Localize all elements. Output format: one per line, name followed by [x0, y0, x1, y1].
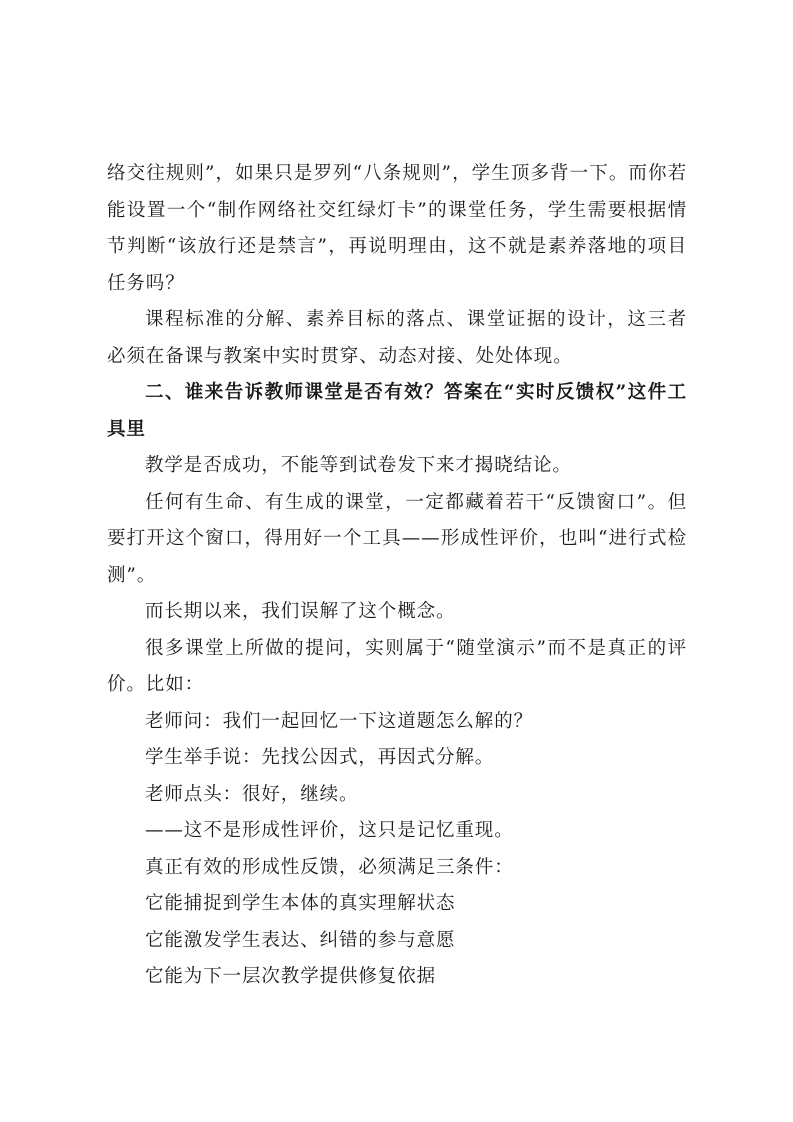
- paragraph: ——这不是形成性评价，这只是记忆重现。: [145, 820, 514, 841]
- dialogue-line: 学生举手说：先找公因式，再因式分解。: [145, 747, 495, 768]
- dialogue-line: 老师问：我们一起回忆一下这道题怎么解的？: [145, 710, 534, 732]
- dialogue-line: 老师点头：很好，继续。: [145, 783, 359, 805]
- paragraph: 教学是否成功，不能等到试卷发下来才揭晓结论。: [145, 455, 572, 476]
- section-heading: 二、谁来告诉教师课堂是否有效？答案在“实时反馈权”这件工具里: [107, 382, 687, 440]
- document-body: [107, 156, 687, 996]
- paragraph-continuation: 络交往规则”，如果只是罗列“八条规则”，学生顶多背一下。而你若能设置一个“制作网络社交红绿灯卡”的课堂任务，学生需要根据情节判断“该放行还是禁言”，再说明理由，这不就是素养落地的项目任务吗？: [107, 163, 687, 294]
- list-item: 它能捕捉到学生本体的真实理解状态: [145, 893, 456, 914]
- paragraph: 很多课堂上所做的提问，实则属于“随堂演示”而不是真正的评价。比如：: [107, 637, 687, 695]
- paragraph: 课程标准的分解、素养目标的落点、课堂证据的设计，这三者必须在备课与教案中实时贯穿、动态对接、处处体现。: [107, 309, 687, 367]
- list-item: 它能激发学生表达、纠错的参与意愿: [145, 929, 456, 951]
- paragraph: 而长期以来，我们误解了这个概念。: [145, 601, 456, 622]
- list-item: 它能为下一层次教学提供修复依据: [145, 966, 437, 987]
- paragraph: 真正有效的形成性反馈，必须满足三条件：: [145, 856, 514, 878]
- paragraph: 任何有生命、有生成的课堂，一定都藏着若干“反馈窗口”。但要打开这个窗口，得用好一个工具——形成性评价，也叫“进行式检测”。: [107, 491, 687, 586]
